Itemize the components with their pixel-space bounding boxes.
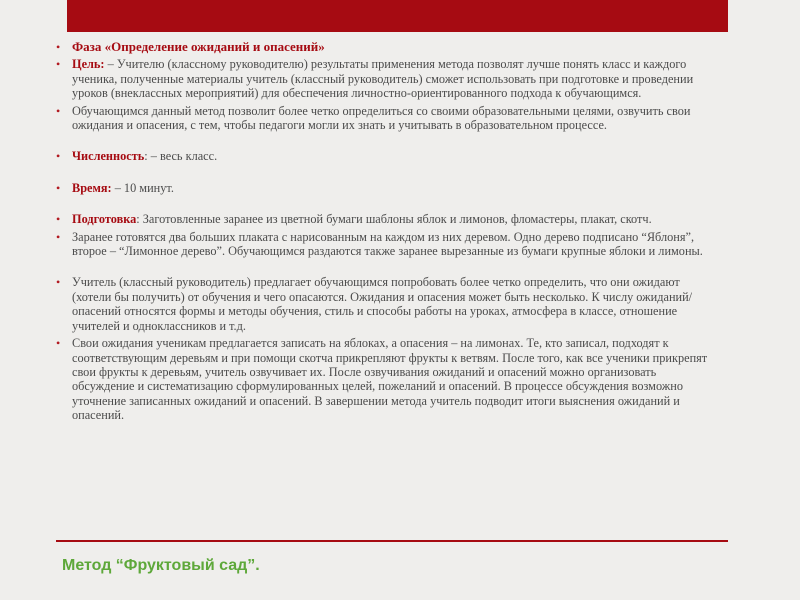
students-text: Обучающимся данный метод позволит более четко определиться со своими образовательными целями, озвучить свои ожидания и опасения, с тем, чтобы педагоги могли их знать и учитывать в образовательном процессе. — [72, 103, 691, 133]
bullet-icon: • — [56, 103, 61, 118]
bullet-icon: • — [56, 57, 61, 72]
footer-title: Метод “Фруктовый сад”. — [62, 557, 260, 574]
posters-text: Заранее готовятся два больших плаката с нарисованным на каждом из них деревом. Одно дерево подписано “Яблоня”, второе – “Лимонное дерево”. Обучающимся раздаются также заранее вырезанные из бумаги крупные яблоки и лимоны. — [72, 229, 703, 259]
count-item — [56, 149, 718, 163]
goal-text: – Учителю (классному руководителю) результаты применения метода позволят лучше понять класс и каждого ученика, полученные материалы учитель (классный руководитель) сможет использовать при подготовке и проведении уроков (внеклассных мероприятий) для обеспечения личностно-ориентированного подхода к обучающимся. — [72, 57, 694, 101]
posters-item — [56, 230, 718, 259]
phase-heading-item — [56, 40, 718, 54]
footer-divider — [56, 540, 728, 542]
bullet-icon: • — [56, 40, 61, 54]
prep-text: : Заготовленные заранее из цветной бумаги шаблоны яблок и лимонов, фломастеры, плакат, скотч. — [136, 212, 652, 227]
prep-label: Подготовка — [72, 212, 137, 227]
prep-item — [56, 212, 718, 226]
teacher-text: Учитель (классный руководитель) предлагает обучающимся попробовать более четко определить, что они ожидают (хотели бы получить) от обучения и чего опасаются. Ожидания и опасения может быть несколько. К числу ожиданий/опасений относятся формы и методы обучения, стиль и способы работы на уроках, атмосфера в классе, отношение учителей и одноклассников и т.д. — [72, 275, 693, 333]
bullet-icon: • — [56, 212, 61, 227]
bullet-icon: • — [56, 229, 61, 244]
teacher-item — [56, 275, 718, 333]
count-label: Численность — [72, 149, 145, 164]
time-label: Время: — [72, 180, 112, 195]
time-item — [56, 181, 718, 195]
write-item — [56, 336, 718, 422]
top-accent-bar — [67, 0, 728, 32]
phase-heading: Фаза «Определение ожиданий и опасений» — [72, 39, 325, 54]
students-item — [56, 104, 718, 133]
bullet-icon: • — [56, 275, 61, 290]
goal-item — [56, 57, 718, 100]
time-text: – 10 минут. — [111, 180, 174, 195]
goal-label: Цель: — [72, 57, 105, 72]
write-text: Свои ожидания ученикам предлагается записать на яблоках, а опасения – на лимонах. Те, кто записал, подходят к соответствующим деревьям и при помощи скотча прикрепляют фрукты к ветвям. После того, как все ученики прикрепят свои фрукты к деревьям, учитель озвучивает их. После озвучивания ожиданий и опасений можно организовать обсуждение и систематизацию сформулированных целей, пожеланий и опасений. В процессе обсуждения возможно уточнение записанных ожиданий и опасений. В завершении метода учитель подводит итоги выяснения ожиданий и опасений. — [72, 336, 708, 423]
slide-content — [56, 40, 718, 426]
bullet-icon: • — [56, 336, 61, 351]
bullet-icon: • — [56, 180, 61, 195]
count-text: : – весь класс. — [144, 149, 218, 164]
bullet-icon: • — [56, 149, 61, 164]
